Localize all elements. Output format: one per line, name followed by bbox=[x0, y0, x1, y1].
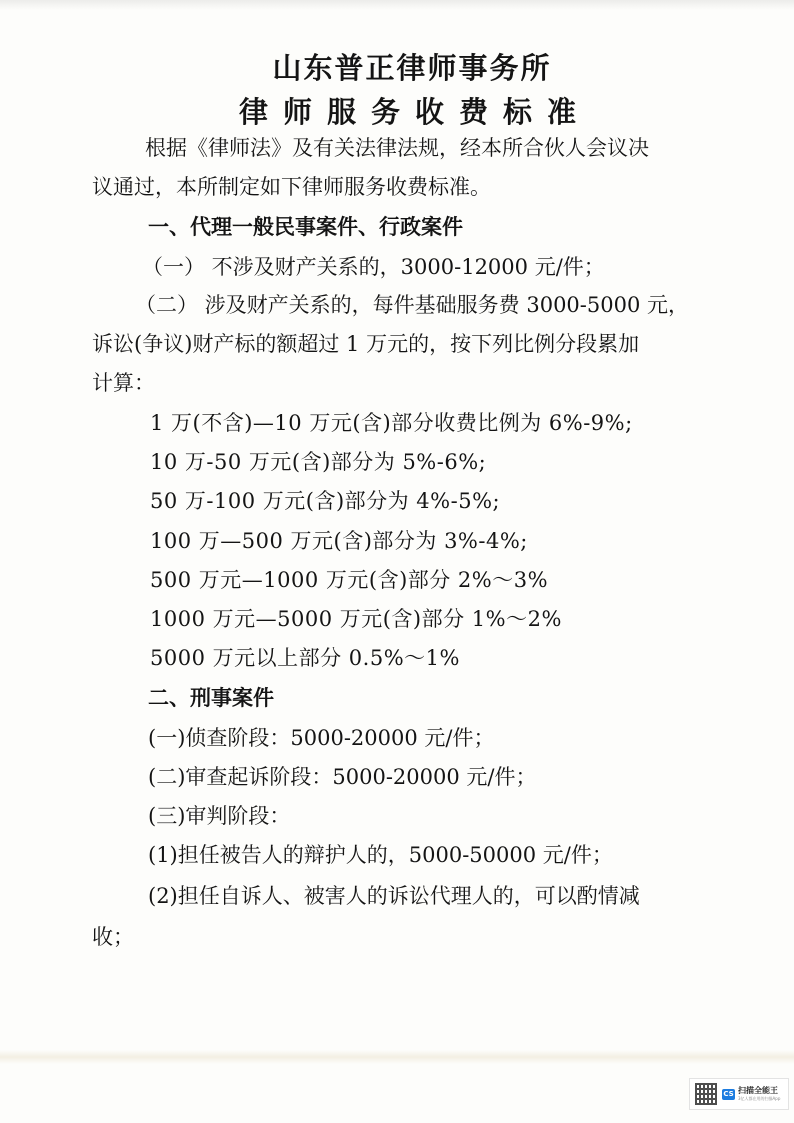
section-2-heading: 二、刑事案件 bbox=[148, 686, 274, 710]
intro-line-1: 根据《律师法》及有关法律法规，经本所合伙人会议决 bbox=[145, 136, 649, 160]
document-title: 律师服务收费标准 bbox=[238, 95, 591, 129]
fee-tier-5: 500 万元—1000 万元(含)部分 2%～3% bbox=[150, 568, 549, 592]
scan-fold-line bbox=[0, 1050, 794, 1064]
fee-tier-1: 1 万(不含)—10 万元(含)部分收费比例为 6%-9%; bbox=[150, 411, 633, 435]
section-1-item-2-line-3: 计算： bbox=[92, 371, 155, 395]
qr-code-icon bbox=[695, 1083, 717, 1105]
fee-tier-6: 1000 万元—5000 万元(含)部分 1%～2% bbox=[150, 607, 562, 631]
fee-tier-7: 5000 万元以上部分 0.5%～1% bbox=[150, 646, 460, 670]
section-1-item-2-line-2: 诉讼(争议)财产标的额超过 1 万元的，按下列比例分段累加 bbox=[92, 332, 640, 356]
intro-line-2: 议通过，本所制定如下律师服务收费标准。 bbox=[92, 175, 491, 199]
fee-tier-2: 10 万-50 万元(含)部分为 5%-6%; bbox=[150, 450, 487, 474]
section-2-item-2: (二)审查起诉阶段：5000-20000 元/件； bbox=[148, 765, 537, 789]
section-2-item-1: (一)侦查阶段：5000-20000 元/件； bbox=[148, 726, 495, 750]
fee-tier-4: 100 万—500 万元(含)部分为 3%-4%; bbox=[150, 529, 528, 553]
watermark-tagline: 3亿人都在用的扫描App bbox=[738, 1096, 781, 1101]
section-2-sub-1: (1)担任被告人的辩护人的，5000-50000 元/件； bbox=[148, 843, 613, 867]
section-2-sub-2-line-2: 收； bbox=[92, 925, 134, 949]
section-1-item-1: （一） 不涉及财产关系的，3000-12000 元/件； bbox=[142, 255, 605, 279]
section-2-item-3: (三)审判阶段： bbox=[148, 804, 291, 828]
section-1-item-2-line-1: （二） 涉及财产关系的，每件基础服务费 3000-5000 元， bbox=[135, 293, 690, 317]
section-1-heading: 一、代理一般民事案件、行政案件 bbox=[148, 215, 463, 239]
scanner-watermark bbox=[689, 1078, 789, 1110]
camscanner-logo-icon: CS bbox=[723, 1090, 734, 1098]
section-2-sub-2-line-1: (2)担任自诉人、被害人的诉讼代理人的，可以酌情减 bbox=[148, 884, 640, 908]
scan-edge-shadow bbox=[0, 0, 794, 10]
watermark-app-name: 扫描全能王 bbox=[738, 1086, 778, 1095]
firm-name: 山东普正律师事务所 bbox=[272, 51, 552, 85]
fee-tier-3: 50 万-100 万元(含)部分为 4%-5%; bbox=[150, 489, 501, 513]
